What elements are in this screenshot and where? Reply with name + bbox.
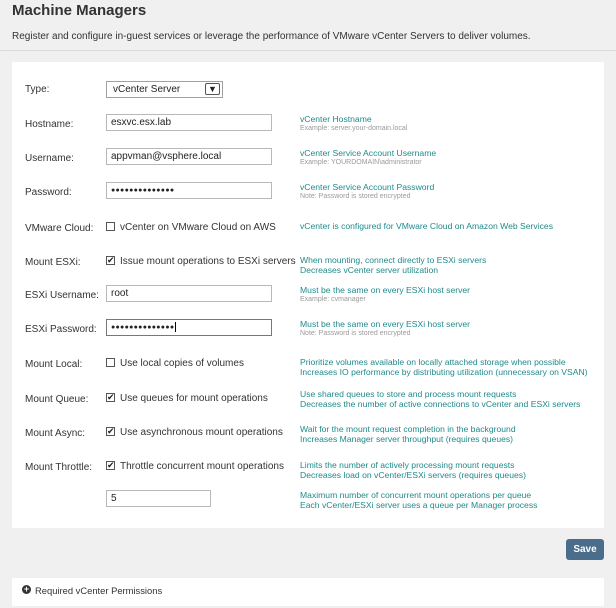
mount-esxi-checkbox[interactable]: ✔	[107, 255, 115, 265]
username-help-title: vCenter Service Account Username	[300, 148, 437, 158]
username-help-note: Example: YOURDOMAIN\administrator	[300, 159, 422, 166]
password-label: Password:	[25, 187, 72, 198]
header-divider	[0, 50, 616, 51]
mount-esxi-help-line2: Decreases vCenter server utilization	[300, 265, 439, 275]
mount-async-option[interactable]: Use asynchronous mount operations	[120, 427, 283, 438]
password-input[interactable]: ●●●●●●●●●●●●●●	[106, 182, 272, 199]
mount-local-help	[300, 357, 588, 377]
esxi-password-row	[12, 319, 604, 341]
hostname-help-title: vCenter Hostname	[300, 114, 372, 124]
esxi-username-help-note: Example: cvmanager	[300, 296, 366, 303]
mount-local-checkbox[interactable]	[106, 358, 115, 367]
throttle-limit-help-line2: Each vCenter/ESXi server uses a queue per Manager process	[300, 500, 538, 510]
mount-queue-help	[300, 389, 580, 409]
type-select-value: vCenter Server	[113, 84, 181, 95]
mount-esxi-label: Mount ESXi:	[25, 257, 81, 268]
mount-throttle-row	[12, 458, 604, 480]
username-input[interactable]: appvman@vsphere.local	[106, 148, 272, 165]
esxi-password-help	[300, 319, 470, 339]
esxi-username-help	[300, 285, 470, 305]
text-cursor	[175, 322, 176, 332]
esxi-username-row	[12, 285, 604, 307]
type-row	[12, 80, 604, 102]
vmware-cloud-row	[12, 219, 604, 241]
esxi-password-label: ESXi Password:	[25, 324, 97, 335]
password-help-note: Note: Password is stored encrypted	[300, 193, 411, 200]
hostname-help-note: Example: server.your-domain.local	[300, 125, 408, 132]
mount-async-label: Mount Async:	[25, 428, 86, 439]
password-help-title: vCenter Service Account Password	[300, 182, 435, 192]
username-help	[300, 148, 436, 168]
mount-local-help-title: Prioritize volumes available on locally attached storage when possible	[300, 357, 566, 367]
mount-throttle-help-title: Limits the number of actively processing mount requests	[300, 460, 515, 470]
mount-queue-help-line2: Decreases the number of active connections to vCenter and ESXi servers	[300, 399, 581, 409]
required-permissions-panel[interactable]	[12, 578, 604, 606]
page-description: Register and configure in-guest services or leverage the performance of VMware vCenter Servers to deliver volumes.	[12, 31, 531, 42]
mount-queue-row	[12, 390, 604, 412]
esxi-username-help-title: Must be the same on every ESXi host server	[300, 285, 471, 295]
mount-local-help-line2: Increases IO performance by distributing utilization (unnecessary on VSAN)	[300, 367, 588, 377]
mount-queue-label: Mount Queue:	[25, 394, 89, 405]
esxi-username-input[interactable]: root	[106, 285, 272, 302]
mount-throttle-checkbox[interactable]: ✔	[107, 460, 115, 470]
mount-queue-help-title: Use shared queues to store and process mount requests	[300, 389, 517, 399]
username-label: Username:	[25, 153, 74, 164]
vmware-cloud-option[interactable]: vCenter on VMware Cloud on AWS	[120, 222, 276, 233]
vcenter-form-panel	[12, 62, 604, 528]
esxi-password-input[interactable]	[106, 319, 272, 336]
throttle-limit-help	[300, 490, 537, 510]
mount-throttle-help	[300, 460, 526, 480]
mount-async-row	[12, 424, 604, 446]
type-label: Type:	[25, 84, 50, 95]
mount-esxi-option[interactable]: Issue mount operations to ESXi servers	[120, 256, 296, 267]
page-title: Machine Managers	[12, 2, 147, 19]
esxi-password-help-note: Note: Password is stored encrypted	[300, 330, 411, 337]
mount-local-option[interactable]: Use local copies of volumes	[120, 358, 244, 369]
mount-throttle-option[interactable]: Throttle concurrent mount operations	[120, 461, 284, 472]
required-permissions-label[interactable]: Required vCenter Permissions	[35, 585, 163, 596]
esxi-password-value: ●●●●●●●●●●●●●●	[111, 324, 175, 331]
vmware-cloud-checkbox[interactable]	[106, 222, 115, 231]
esxi-username-label: ESXi Username:	[25, 290, 99, 301]
throttle-limit-input[interactable]: 5	[106, 490, 211, 507]
mount-local-row	[12, 355, 604, 377]
chevron-down-icon[interactable]: ▼	[205, 83, 220, 95]
esxi-password-help-title: Must be the same on every ESXi host server	[300, 319, 471, 329]
mount-throttle-label: Mount Throttle:	[25, 462, 93, 473]
mount-esxi-row	[12, 253, 604, 275]
username-row	[12, 148, 604, 170]
mount-esxi-help	[300, 255, 486, 275]
throttle-limit-row	[12, 490, 604, 512]
mount-queue-checkbox[interactable]: ✔	[107, 392, 115, 402]
mount-esxi-help-title: When mounting, connect directly to ESXi servers	[300, 255, 487, 265]
mount-async-help	[300, 424, 516, 444]
mount-throttle-help-line2: Decreases load on vCenter/ESXi servers (requires queues)	[300, 470, 526, 480]
mount-async-checkbox[interactable]: ✔	[107, 426, 115, 436]
mount-local-label: Mount Local:	[25, 359, 83, 370]
mount-queue-option[interactable]: Use queues for mount operations	[120, 393, 268, 404]
hostname-help	[300, 114, 407, 134]
throttle-limit-help-title: Maximum number of concurrent mount operations per queue	[300, 490, 532, 500]
hostname-label: Hostname:	[25, 119, 74, 130]
mount-async-help-line2: Increases Manager server throughput (requires queues)	[300, 434, 514, 444]
hostname-input[interactable]: esxvc.esx.lab	[106, 114, 272, 131]
hostname-row	[12, 114, 604, 136]
password-row	[12, 182, 604, 204]
vmware-cloud-label: VMware Cloud:	[25, 223, 94, 234]
password-help	[300, 182, 434, 202]
mount-async-help-title: Wait for the mount request completion in the background	[300, 424, 516, 434]
plus-circle-icon[interactable]: +	[23, 584, 30, 594]
type-select[interactable]	[106, 81, 223, 98]
vmware-cloud-help-title: vCenter is configured for VMware Cloud on Amazon Web Services	[300, 221, 553, 231]
save-button[interactable]: Save	[566, 539, 604, 560]
vmware-cloud-help	[300, 221, 553, 231]
